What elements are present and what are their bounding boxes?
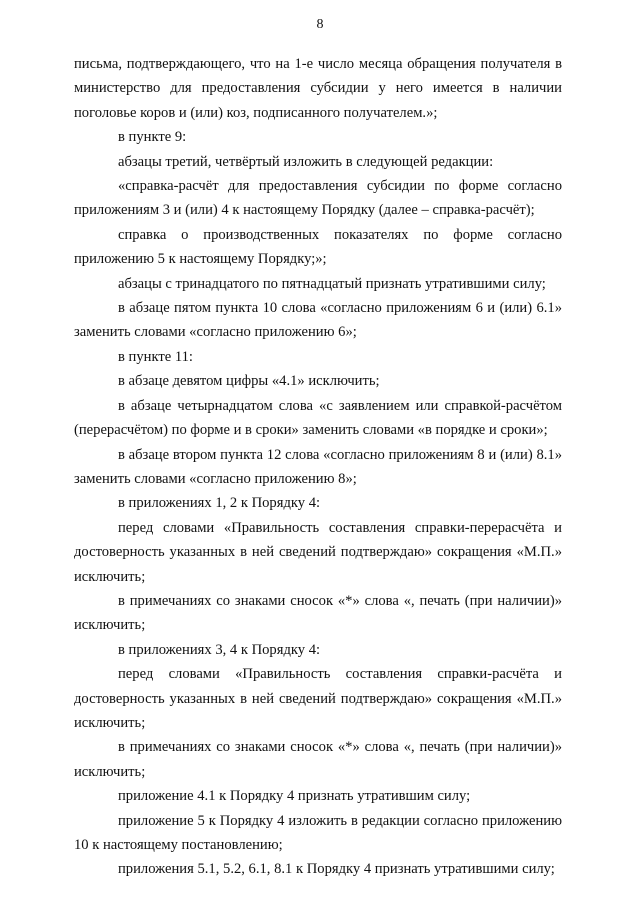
paragraph: абзацы третий, четвёртый изложить в следующей редакции: — [118, 153, 494, 170]
paragraph: «справка-расчёт для предоставления субсидии по форме согласно приложениям 3 и (или) 4 к настоящему Порядку (далее – справка-расчёт); — [74, 178, 562, 219]
paragraph: в примечаниях со знаками сносок «*» слова «, печать (при наличии)» исключить; — [74, 739, 562, 780]
paragraph: в приложениях 1, 2 к Порядку 4: — [118, 495, 321, 512]
paragraph: в приложениях 3, 4 к Порядку 4: — [118, 641, 321, 658]
page-number: 8 — [316, 17, 324, 32]
paragraph: письма, подтверждающего, что на 1-е число месяца обращения получателя в министерство для предоставления субсидии у него имеется в наличии поголовье коров и (или) коз, подписанного получателем.»; — [74, 56, 562, 121]
paragraph: в абзаце втором пункта 12 слова «согласно приложениям 8 и (или) 8.1» заменить словами «согласно приложению 8»; — [74, 446, 562, 487]
paragraph: в абзаце пятом пункта 10 слова «согласно приложениям 6 и (или) 6.1» заменить словами «согласно приложению 6»; — [74, 300, 562, 341]
paragraph: справка о производственных показателях по форме согласно приложению 5 к настоящему Порядку;»; — [74, 226, 562, 268]
paragraph: в примечаниях со знаками сносок «*» слова «, печать (при наличии)» исключить; — [74, 592, 562, 634]
paragraph: в пункте 11: — [118, 348, 193, 365]
paragraph: в абзаце девятом цифры «4.1» исключить; — [118, 373, 380, 390]
paragraph: перед словами «Правильность составления справки-расчёта и достоверность указанных в ней сведений подтверждаю» сокращения «М.П.» исключить; — [74, 666, 562, 731]
paragraph: абзацы с тринадцатого по пятнадцатый признать утратившими силу; — [118, 275, 546, 292]
paragraph: приложение 5 к Порядку 4 изложить в редакции согласно приложению 10 к настоящему постановлению; — [74, 812, 562, 853]
paragraph: приложения 5.1, 5.2, 6.1, 8.1 к Порядку 4 признать утратившими силу; — [118, 861, 555, 878]
paragraph: в абзаце четырнадцатом слова «с заявлением или справкой-расчётом (перерасчётом) по форме и в сроки» заменить словами «в порядке и сроки»; — [74, 397, 562, 439]
document-body — [74, 52, 562, 882]
paragraph: перед словами «Правильность составления справки-перерасчёта и достоверность указанных в ней сведений подтверждаю» сокращения «М.П.» исключить; — [74, 519, 562, 585]
paragraph: в пункте 9: — [118, 129, 187, 146]
paragraph: приложение 4.1 к Порядку 4 признать утратившим силу; — [118, 788, 471, 805]
